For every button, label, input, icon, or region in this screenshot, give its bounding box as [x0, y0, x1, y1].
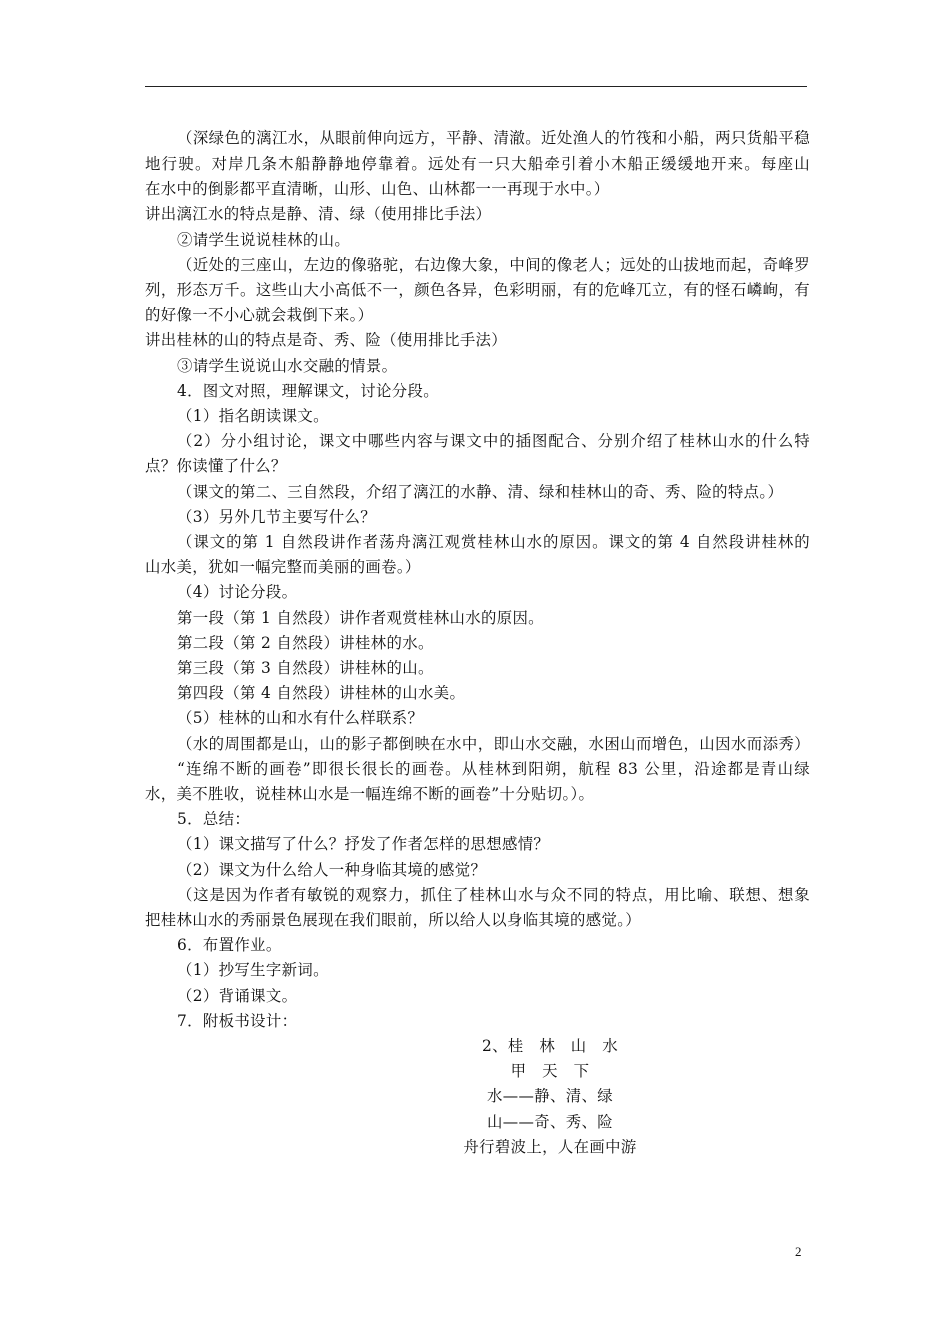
text-line: “连绵不断的画卷”即很长很长的画卷。从桂林到阳朔，航程 83 公里，沿途都是青山绿: [177, 760, 810, 778]
text-line: 的好像一不小心就会栽倒下来。）: [145, 306, 374, 324]
text-line: 5．总结：: [177, 810, 251, 828]
text-line: 把桂林山水的秀丽景色展现在我们眼前，所以给人以身临其境的感觉。）: [145, 911, 642, 929]
text-line: 地行驶。对岸几条木船静静地停靠着。远处有一只大船牵引着小木船正缓缓地开来。每座山: [145, 155, 810, 173]
text-line: （1）抄写生字新词。: [177, 961, 329, 979]
text-line: ③请学生说说山水交融的情景。: [177, 357, 398, 375]
text-line: 点？你读懂了什么？: [145, 457, 287, 475]
text-line: （2）课文为什么给人一种身临其境的感觉？: [177, 861, 487, 879]
text-line: 在水中的倒影都平直清晰，山形、山色、山林都一一再现于水中。）: [145, 180, 610, 198]
text-line: 第四段（第 4 自然段）讲桂林的山水美。: [177, 684, 466, 702]
text-line: （1）课文描写了什么？抒发了作者怎样的思想感情？: [177, 835, 550, 853]
board-line: 水——静、清、绿: [487, 1087, 613, 1105]
text-line: （1）指名朗读课文。: [177, 407, 329, 425]
text-line: 讲出桂林的山的特点是奇、秀、险（使用排比手法）: [145, 331, 508, 349]
text-line: （课文的第 1 自然段讲作者荡舟漓江观赏桂林山水的原因。课文的第 4 自然段讲桂林的: [177, 533, 810, 551]
text-line: （5）桂林的山和水有什么样联系？: [177, 709, 424, 727]
text-line: （近处的三座山，左边的像骆驼，右边像大象，中间的像老人；远处的山拔地而起，奇峰罗: [177, 256, 810, 274]
text-line: 第三段（第 3 自然段）讲桂林的山。: [177, 659, 434, 677]
text-line: 讲出漓江水的特点是静、清、绿（使用排比手法）: [145, 205, 492, 223]
board-line: 山——奇、秀、险: [487, 1113, 613, 1131]
header-rule: [145, 86, 807, 87]
text-line: （2）分小组讨论，课文中哪些内容与课文中的插图配合、分别介绍了桂林山水的什么特: [177, 432, 810, 450]
board-line: 甲 天 下: [510, 1062, 590, 1080]
text-line: 4．图文对照，理解课文，讨论分段。: [177, 382, 439, 400]
text-line: 山水美，犹如一幅完整而美丽的画卷。）: [145, 558, 421, 576]
text-line: 7．附板书设计：: [177, 1012, 298, 1030]
text-line: （4）讨论分段。: [177, 583, 298, 601]
text-line: （2）背诵课文。: [177, 987, 298, 1005]
text-line: 第一段（第 1 自然段）讲作者观赏桂林山水的原因。: [177, 609, 544, 627]
board-title: 2、桂 林 山 水: [481, 1037, 619, 1055]
text-line: （课文的第二、三自然段，介绍了漓江的水静、清、绿和桂林山的奇、秀、险的特点。）: [177, 483, 784, 501]
page-number: 2: [795, 1244, 802, 1259]
text-line: 第二段（第 2 自然段）讲桂林的水。: [177, 634, 434, 652]
text-line: 列，形态万千。这些山大小高低不一，颜色各异，色彩明丽，有的危峰兀立，有的怪石嶙峋，有: [145, 281, 810, 299]
text-line: 6．布置作业。: [177, 936, 282, 954]
board-line: 舟行碧波上，人在画中游: [463, 1138, 637, 1156]
text-line: （深绿色的漓江水，从眼前伸向远方，平静、清澈。近处渔人的竹筏和小船，两只货船平稳: [177, 129, 810, 147]
text-line: （水的周围都是山，山的影子都倒映在水中，即山水交融，水困山而增色，山因水而添秀）: [177, 735, 810, 753]
text-line: （这是因为作者有敏锐的观察力，抓住了桂林山水与众不同的特点，用比喻、联想、想象: [177, 886, 810, 904]
text-line: ②请学生说说桂林的山。: [177, 231, 351, 249]
text-line: 水，美不胜收，说桂林山水是一幅连绵不断的画卷”十分贴切。）。: [145, 785, 595, 803]
text-line: （3）另外几节主要写什么？: [177, 508, 377, 526]
